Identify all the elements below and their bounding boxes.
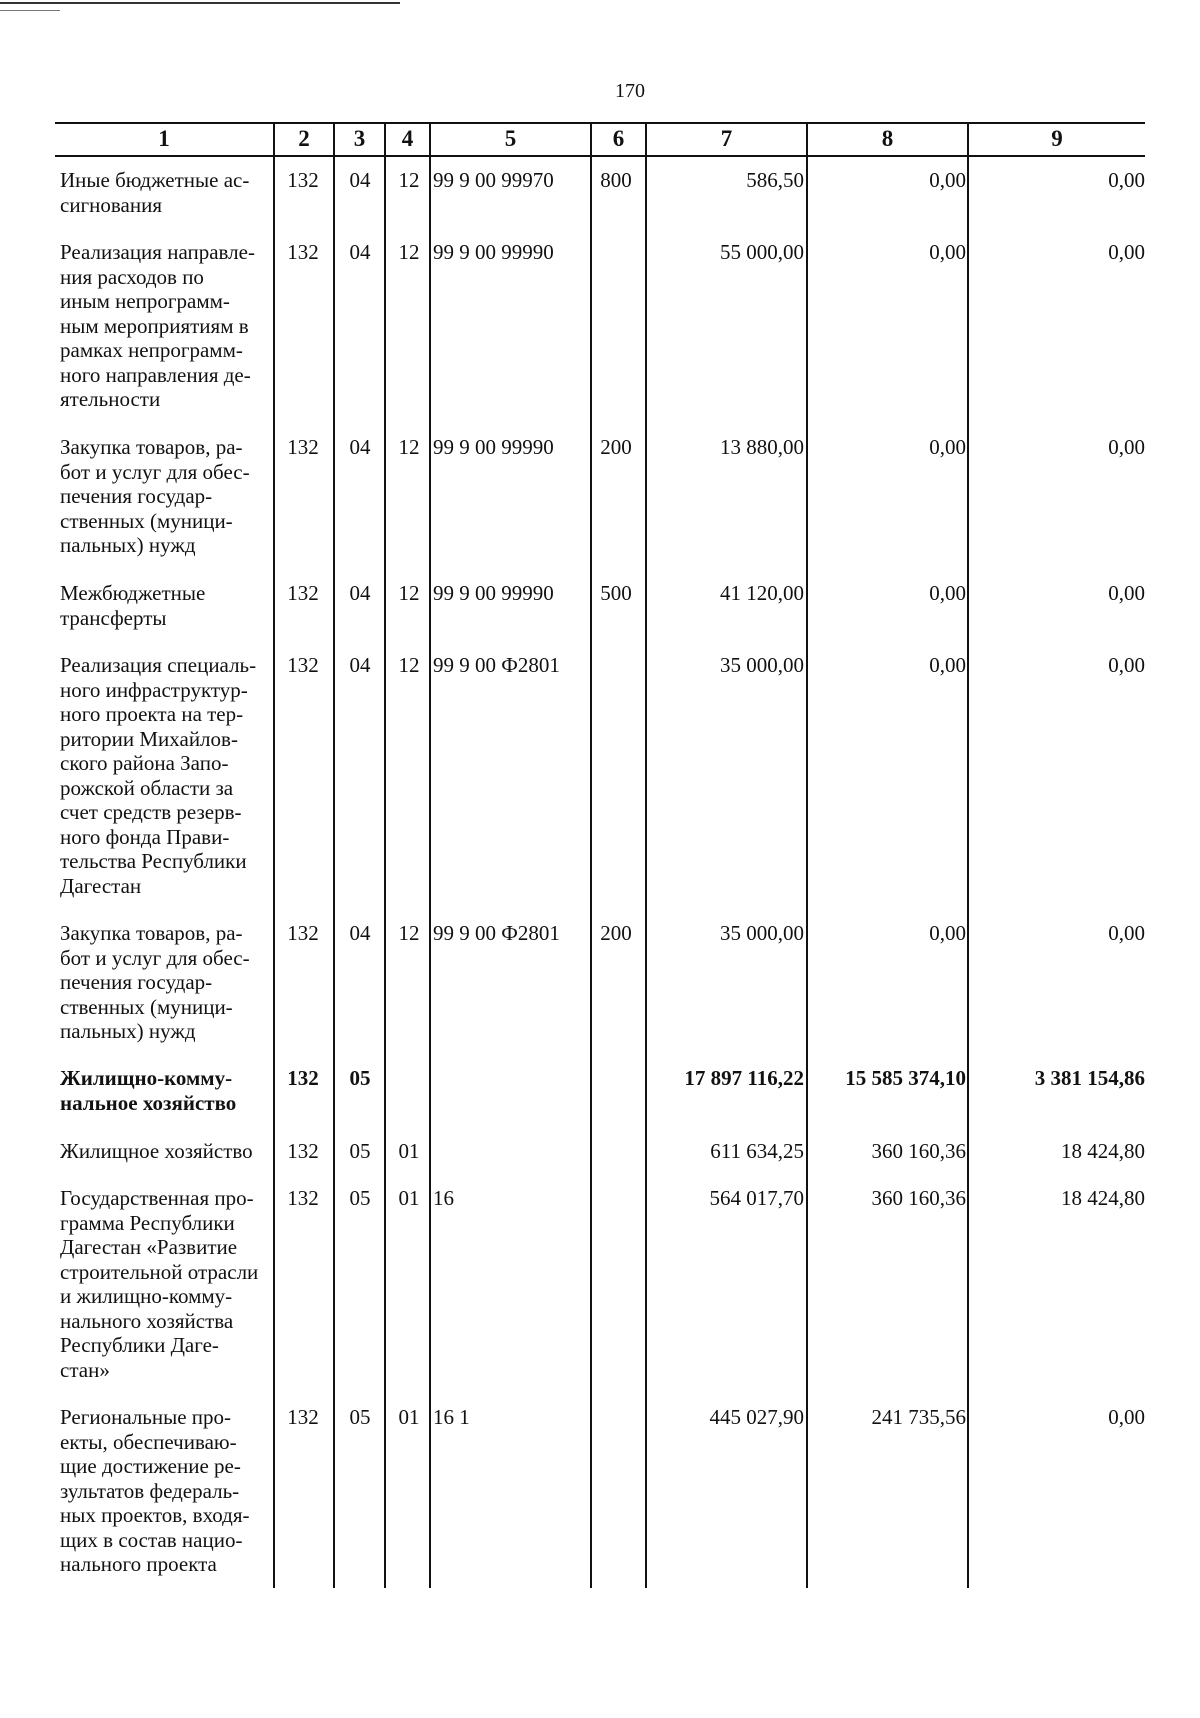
row-col-7: 55 000,00 xyxy=(720,240,804,264)
row-col-6: 800 xyxy=(600,168,632,192)
row-col-4: 12 xyxy=(398,240,420,264)
row-col-4: 12 xyxy=(398,435,420,459)
col-divider-8 xyxy=(967,123,969,1588)
row-col-8: 241 735,56 xyxy=(871,1405,966,1429)
row-col-7: 611 634,25 xyxy=(710,1139,804,1163)
row-col-6: 200 xyxy=(600,921,632,945)
row-name: Реализация специаль- ного инфраструктур- ного проекта на тер- ритории Михайлов- ского района Запо- рожской области за счет средств резерв- ного фонда Прави- тельства Республики Дагестан xyxy=(60,653,257,898)
row-col-2: 132 xyxy=(287,168,319,192)
row-col-9: 0,00 xyxy=(1108,240,1145,264)
row-name: Закупка товаров, ра- бот и услуг для обес- печения государ- ственных (муници- пальных) нужд xyxy=(60,435,250,557)
row-name: Иные бюджетные ас- сигнования xyxy=(60,168,250,217)
row-col-3: 05 xyxy=(349,1139,371,1163)
col-divider-6 xyxy=(645,123,647,1588)
row-col-2: 132 xyxy=(287,240,319,264)
row-col-8: 0,00 xyxy=(929,921,966,945)
row-name: Жилищно-комму- нальное хозяйство xyxy=(60,1066,237,1115)
row-name: Региональные про- екты, обеспечиваю- щие достижение ре- зультатов федераль- ных проектов, входя- щих в состав нацио- нального проекта xyxy=(60,1405,250,1576)
row-col-4: 12 xyxy=(398,653,420,677)
row-col-3: 04 xyxy=(349,168,371,192)
row-col-9: 0,00 xyxy=(1108,1405,1145,1429)
scan-top-rule xyxy=(0,2,400,4)
header-col-9: 9 xyxy=(1051,126,1063,151)
row-col-9: 0,00 xyxy=(1108,921,1145,945)
row-col-8: 360 160,36 xyxy=(871,1139,966,1163)
row-col-9: 18 424,80 xyxy=(1061,1186,1145,1210)
row-col-2: 132 xyxy=(287,921,319,945)
row-col-5: 99 9 00 99970 xyxy=(433,168,554,192)
row-col-5: 99 9 00 Ф2801 xyxy=(433,653,560,677)
row-col-9: 18 424,80 xyxy=(1061,1139,1145,1163)
col-divider-5 xyxy=(590,123,592,1588)
header-col-1: 1 xyxy=(158,126,170,151)
row-name: Жилищное хозяйство xyxy=(60,1139,253,1163)
row-col-3: 04 xyxy=(349,240,371,264)
col-divider-2 xyxy=(333,123,335,1588)
row-name: Межбюджетные трансферты xyxy=(60,581,206,630)
row-col-9: 3 381 154,86 xyxy=(1034,1066,1145,1090)
row-col-3: 05 xyxy=(349,1186,371,1210)
row-col-7: 586,50 xyxy=(746,168,804,192)
row-col-6: 500 xyxy=(600,581,632,605)
row-col-7: 35 000,00 xyxy=(720,921,804,945)
row-col-4: 01 xyxy=(398,1139,420,1163)
table-top-rule xyxy=(55,122,1145,124)
row-name: Государственная про- грамма Республики Дагестан «Развитие строительной отрасли и жилищно-комму- нального хозяйства Республики Даге- стан» xyxy=(60,1186,259,1382)
row-col-5: 99 9 00 99990 xyxy=(433,435,554,459)
row-col-3: 04 xyxy=(349,581,371,605)
row-col-7: 17 897 116,22 xyxy=(684,1066,804,1090)
row-col-4: 12 xyxy=(398,581,420,605)
row-col-2: 132 xyxy=(287,1186,319,1210)
row-col-6: 200 xyxy=(600,435,632,459)
col-divider-3 xyxy=(384,123,386,1588)
row-col-8: 0,00 xyxy=(929,435,966,459)
row-col-5: 99 9 00 99990 xyxy=(433,581,554,605)
row-col-2: 132 xyxy=(287,1139,319,1163)
row-col-8: 15 585 374,10 xyxy=(845,1066,966,1090)
row-col-5: 16 1 xyxy=(433,1405,470,1429)
header-col-2: 2 xyxy=(298,126,310,151)
row-col-9: 0,00 xyxy=(1108,653,1145,677)
page-number: 170 xyxy=(615,80,645,102)
row-col-2: 132 xyxy=(287,435,319,459)
row-col-5: 99 9 00 99990 xyxy=(433,240,554,264)
row-name: Реализация направле- ния расходов по иным непрограмм- ным мероприятиям в рамках непрограмм- ного направления де- ятельности xyxy=(60,240,255,411)
row-col-3: 05 xyxy=(349,1405,371,1429)
row-col-3: 04 xyxy=(349,921,371,945)
row-col-4: 01 xyxy=(398,1186,420,1210)
row-col-8: 0,00 xyxy=(929,240,966,264)
header-col-5: 5 xyxy=(504,126,517,151)
row-col-5: 16 xyxy=(433,1186,454,1210)
col-divider-4 xyxy=(429,123,431,1588)
row-col-3: 05 xyxy=(349,1066,371,1090)
col-divider-7 xyxy=(806,123,808,1588)
row-col-4: 12 xyxy=(398,921,420,945)
row-col-3: 04 xyxy=(349,653,371,677)
col-divider-1 xyxy=(273,123,275,1588)
header-col-7: 7 xyxy=(720,126,733,151)
row-col-9: 0,00 xyxy=(1108,168,1145,192)
header-bottom-rule xyxy=(55,155,1145,157)
row-col-9: 0,00 xyxy=(1108,581,1145,605)
row-col-9: 0,00 xyxy=(1108,435,1145,459)
row-col-7: 35 000,00 xyxy=(720,653,804,677)
row-col-4: 01 xyxy=(398,1405,420,1429)
row-col-7: 564 017,70 xyxy=(709,1186,804,1210)
row-col-7: 445 027,90 xyxy=(709,1405,804,1429)
row-col-8: 360 160,36 xyxy=(871,1186,966,1210)
row-col-7: 41 120,00 xyxy=(720,581,804,605)
row-col-2: 132 xyxy=(287,1066,319,1090)
header-col-3: 3 xyxy=(353,126,366,151)
row-col-5: 99 9 00 Ф2801 xyxy=(433,921,560,945)
header-col-8: 8 xyxy=(881,126,894,151)
row-col-4: 12 xyxy=(398,168,420,192)
row-col-2: 132 xyxy=(287,1405,319,1429)
header-col-4: 4 xyxy=(401,126,414,151)
row-name: Закупка товаров, ра- бот и услуг для обес- печения государ- ственных (муници- пальных) нужд xyxy=(60,921,250,1043)
row-col-7: 13 880,00 xyxy=(720,435,804,459)
scan-top-rule-short xyxy=(0,10,60,11)
row-col-2: 132 xyxy=(287,581,319,605)
row-col-8: 0,00 xyxy=(929,653,966,677)
header-col-6: 6 xyxy=(612,126,625,151)
row-col-8: 0,00 xyxy=(929,581,966,605)
row-col-2: 132 xyxy=(287,653,319,677)
row-col-8: 0,00 xyxy=(929,168,966,192)
row-col-3: 04 xyxy=(349,435,371,459)
